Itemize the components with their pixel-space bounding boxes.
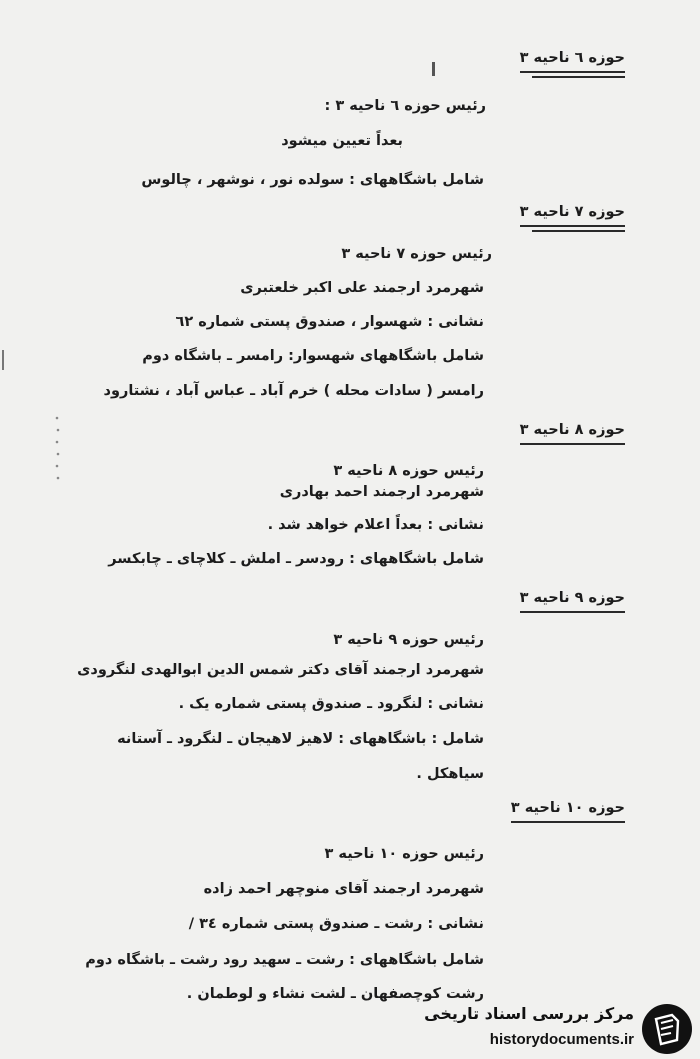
document-seal-icon (642, 1004, 692, 1054)
text-line: شامل باشگاههای : سولده نور ، نوشهر ، چالوس (141, 172, 484, 188)
text-line: نشانی : رشت ـ صندوق پستی شماره ۳٤ / (188, 916, 484, 932)
watermark (414, 1000, 700, 1059)
text-line: شامل باشگاههای شهسوار: رامسر ـ باشگاه دوم (142, 348, 484, 364)
text-line: سیاهکل . (416, 766, 484, 782)
text-line: بعداً تعیین میشود (281, 133, 403, 149)
section-heading (520, 590, 625, 606)
text-line: شهرمرد ارجمند آقای دکتر شمس الدین ابوالهدی لنگرودی (77, 662, 484, 678)
chief-title: رئیس حوزه ۹ ناحیه ۳ (333, 632, 484, 648)
section-heading (520, 50, 625, 66)
text-line: نشانی : لنگرود ـ صندوق پستی شماره یک . (178, 696, 484, 712)
text-line: شامل : باشگاههای : لاهیز لاهیجان ـ لنگرود ـ آستانه (117, 731, 484, 747)
heading-underline (520, 611, 625, 613)
section-heading (520, 422, 625, 438)
text-line: شامل باشگاههای : رودسر ـ املش ـ کلاچای ـ چابکسر (108, 551, 484, 567)
heading-underline (532, 230, 625, 232)
chief-title: رئیس حوزه ۱۰ ناحیه ۳ (324, 846, 484, 862)
text-line: شهرمرد ارجمند علی اکبر خلعتبری (240, 280, 484, 296)
chief-title: رئیس حوزه ۷ ناحیه ۳ (341, 246, 492, 262)
text-line: رامسر ( سادات محله ) خرم آباد ـ عباس آباد ، نشتارود (103, 383, 484, 399)
seal-glyph (642, 1004, 692, 1054)
text-line: نشانی : بعداً اعلام خواهد شد . (267, 517, 484, 533)
text-line: شامل باشگاههای : رشت ـ سهید رود رشت ـ باشگاه دوم (85, 952, 484, 968)
section-heading (511, 800, 625, 816)
seal-lines-shape (661, 1020, 673, 1035)
heading-text: حوزه ۸ ناحیه ۳ (519, 422, 625, 438)
text-line: رشت کوچصفهان ـ لشت نشاء و لوطمان . (186, 986, 484, 1002)
seal-page-shape (656, 1015, 678, 1044)
heading-text: حوزه ۷ ناحیه ۳ (519, 204, 625, 220)
heading-text: حوزه ۱۰ ناحیه ۳ (510, 800, 625, 816)
heading-underline (532, 76, 625, 78)
heading-underline (511, 821, 625, 823)
text-line: شهرمرد ارجمند آقای منوچهر احمد زاده (203, 881, 484, 897)
watermark-org-name: مرکز بررسی اسناد تاریخی (424, 1004, 634, 1023)
heading-text: حوزه ٦ ناحیه ۳ (519, 50, 625, 66)
heading-underline (520, 71, 625, 73)
text-line: نشانی : شهسوار ، صندوق پستی شماره ٦۲ (175, 314, 484, 330)
watermark-url: historydocuments.ir (489, 1031, 634, 1048)
chief-title: رئیس حوزه ۸ ناحیه ۳ (333, 463, 484, 479)
chief-title: رئیس حوزه ٦ ناحیه ۳ : (324, 98, 486, 114)
heading-underline (520, 443, 625, 445)
heading-underline (520, 225, 625, 227)
text-line: شهرمرد ارجمند احمد بهادری (279, 484, 484, 500)
heading-text: حوزه ۹ ناحیه ۳ (519, 590, 625, 606)
section-heading (520, 204, 625, 220)
